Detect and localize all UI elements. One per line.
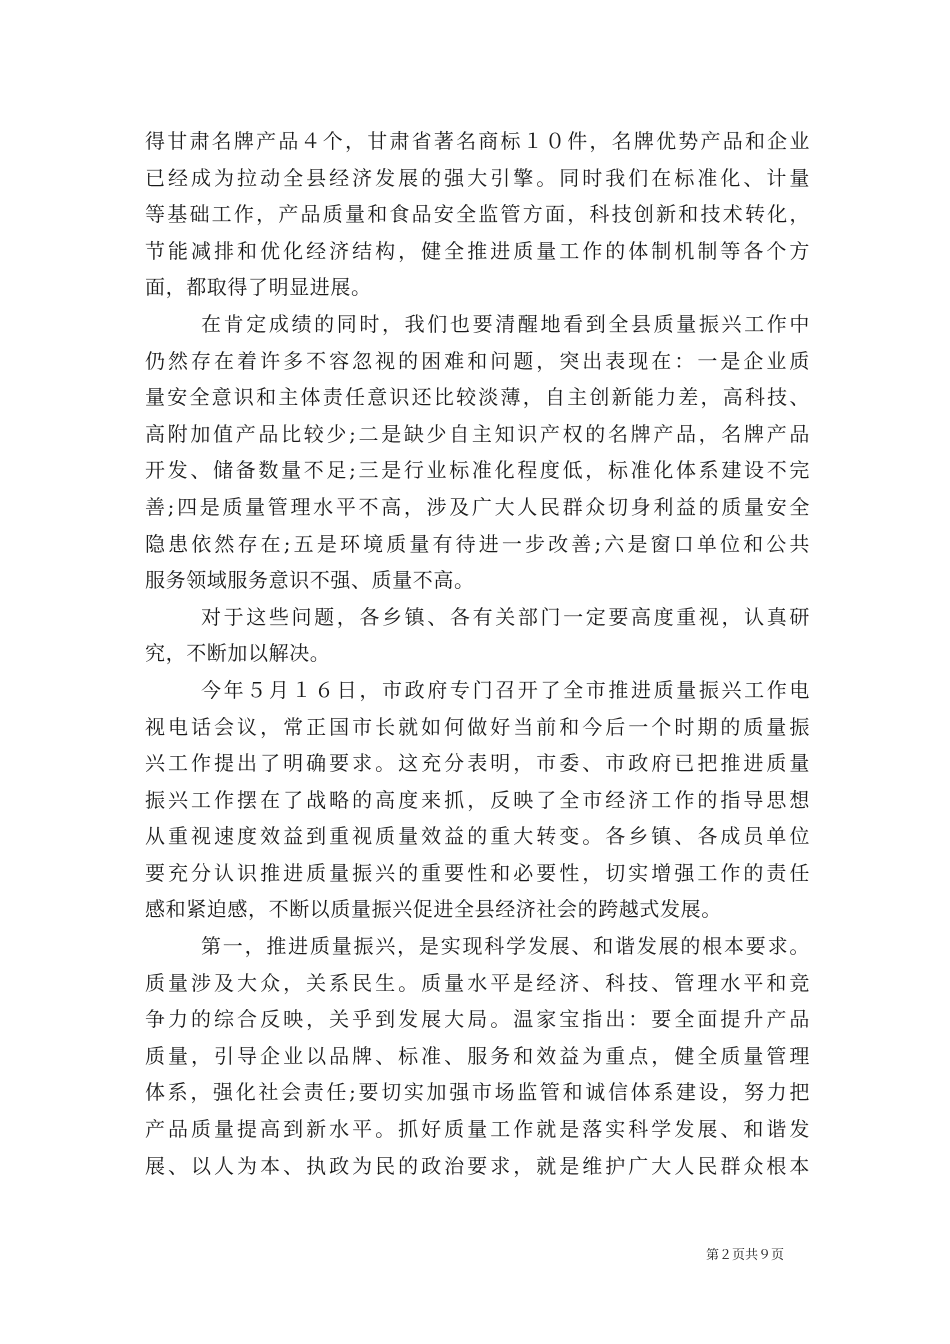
- text-line: 得甘肃名牌产品４个，甘肃省著名商标１０件，名牌优势产品和企业: [145, 129, 810, 153]
- text-line: 已经成为拉动全县经济发展的强大引擎。同时我们在标准化、计量: [145, 165, 810, 190]
- text-line: 仍然存在着许多不容忽视的困难和问题，突出表现在：一是企业质: [145, 348, 810, 373]
- text-line: 高附加值产品比较少;二是缺少自主知识产权的名牌产品，名牌产品: [145, 421, 810, 446]
- document-body: [145, 123, 810, 1184]
- page-number: 第２页共９页: [705, 1248, 784, 1263]
- text-line: 质量涉及大众，关系民生。质量水平是经济、科技、管理水平和竞: [145, 970, 810, 995]
- text-line: 展、以人为本、执政为民的政治要求，就是维护广大人民群众根本: [145, 1153, 810, 1178]
- text-line: 争力的综合反映，关乎到发展大局。温家宝指出：要全面提升产品: [145, 1007, 810, 1032]
- text-line: 隐患依然存在;五是环境质量有待进一步改善;六是窗口单位和公共: [145, 531, 810, 556]
- text-line: 等基础工作，产品质量和食品安全监管方面，科技创新和技术转化，: [145, 202, 810, 227]
- text-line: 究，不断加以解决。: [145, 641, 331, 666]
- text-line: 振兴工作摆在了战略的高度来抓，反映了全市经济工作的指导思想: [145, 787, 810, 812]
- text-line: 今年５月１６日，市政府专门召开了全市推进质量振兴工作电: [201, 677, 810, 702]
- text-line: 感和紧迫感，不断以质量振兴促进全县经济社会的跨越式发展。: [145, 897, 722, 922]
- text-line: 面，都取得了明显进展。: [145, 275, 372, 300]
- text-line: 从重视速度效益到重视质量效益的重大转变。各乡镇、各成员单位: [145, 824, 810, 849]
- text-line: 对于这些问题，各乡镇、各有关部门一定要高度重视，认真研: [201, 604, 810, 629]
- text-line: 节能减排和优化经济结构，健全推进质量工作的体制机制等各个方: [145, 238, 810, 263]
- text-line: 要充分认识推进质量振兴的重要性和必要性，切实增强工作的责任: [145, 860, 810, 885]
- text-line: 善;四是质量管理水平不高，涉及广大人民群众切身利益的质量安全: [145, 494, 810, 519]
- text-line: 体系，强化社会责任;要切实加强市场监管和诚信体系建设，努力把: [145, 1080, 810, 1105]
- text-line: 产品质量提高到新水平。抓好质量工作就是落实科学发展、和谐发: [145, 1117, 810, 1142]
- text-line: 质量，引导企业以品牌、标准、服务和效益为重点，健全质量管理: [145, 1043, 810, 1068]
- text-line: 第一，推进质量振兴，是实现科学发展、和谐发展的根本要求。: [201, 934, 810, 959]
- text-line: 在肯定成绩的同时，我们也要清醒地看到全县质量振兴工作中: [201, 311, 810, 336]
- text-line: 视电话会议，常正国市长就如何做好当前和今后一个时期的质量振: [145, 714, 810, 739]
- page-footer: [0, 1248, 950, 1264]
- text-line: 服务领域服务意识不强、质量不高。: [145, 568, 475, 593]
- text-line: 量安全意识和主体责任意识还比较淡薄，自主创新能力差，高科技、: [145, 385, 810, 410]
- text-line: 开发、储备数量不足;三是行业标准化程度低，标准化体系建设不完: [145, 458, 810, 483]
- text-line: 兴工作提出了明确要求。这充分表明，市委、市政府已把推进质量: [145, 751, 810, 776]
